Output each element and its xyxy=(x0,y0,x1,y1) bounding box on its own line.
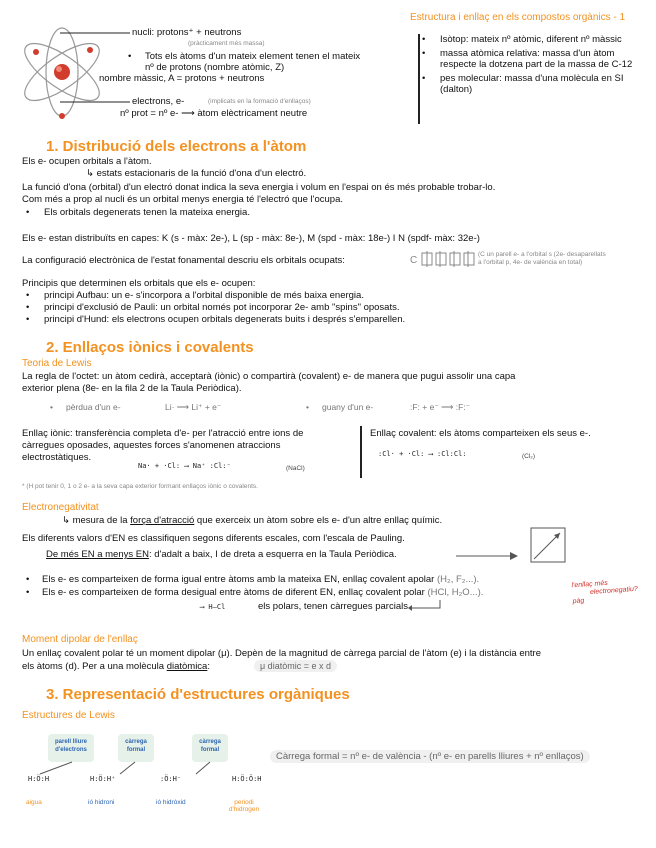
atom-pointer-lines xyxy=(60,28,130,108)
en-line-3-post: : d'adalt a baix, I de dreta a esquerra en la Taula Periòdica. xyxy=(148,549,397,560)
periodic-table-arrow-icon xyxy=(530,527,566,563)
bullet: • xyxy=(26,587,30,598)
z-line-2: nº de protons (nombre atòmic, Z) xyxy=(145,62,285,73)
dipole-line-2-underlined: diatòmica xyxy=(166,661,208,672)
caption-hidroni: ió hidroni xyxy=(88,799,115,806)
lose-electron-eq: Li· ⟶ Li⁺ + e⁻ xyxy=(165,402,222,412)
en-bullet-2-text: Els e- es comparteixen de forma desigual entre àtoms de diferent EN, enllaç covalent polar xyxy=(42,587,425,598)
covalent-line: Enllaç covalent: els àtoms comparteixen els seus e-. xyxy=(370,428,591,439)
s1-bullet-1: Els orbitals degenerats tenen la mateixa energia. xyxy=(44,207,250,218)
en-bullet-1-example: (H₂, F₂...). xyxy=(436,574,480,585)
def-massa-atomica: • massa atòmica relativa: massa d'un àtom respecte la dotzena part de la massa de C-12 xyxy=(440,48,640,71)
s2-octet-1: La regla de l'octet: un àtom cedirà, acceptarà (iònic) o compartirà (covalent) e- de manera que pugui assolir una capa xyxy=(22,371,516,382)
section-2-title: 2. Enllaços iònics i covalents xyxy=(46,339,254,356)
dipole-line-2-pre: els àtoms (d). Per a una molècula xyxy=(22,661,167,672)
en-line-3 xyxy=(46,549,397,561)
hcl-dipole: ⟶ H—Cl xyxy=(200,603,226,611)
mass-line: nombre màssic, A = protons + neutrons xyxy=(99,73,265,84)
orbital-note-1: (C un parell e- a l'orbital s (2e- desaparellats xyxy=(478,251,606,258)
s1-line-1: Els e- ocupen orbitals a l'àtom. xyxy=(22,156,152,167)
bullet: • xyxy=(306,402,309,412)
bullet: • xyxy=(26,574,30,585)
gain-electron-eq: :F: + e⁻ ⟶ :F:⁻ xyxy=(410,402,471,412)
lose-electron: pèrdua d'un e- xyxy=(66,402,121,412)
handwritten-note-1: l'enllaç més xyxy=(571,579,609,590)
en-bullet-2-example: (HCl, H₂O...). xyxy=(427,587,484,598)
handwritten-note xyxy=(571,578,638,607)
en-line-1 xyxy=(62,515,442,527)
handwritten-note-3: pàg xyxy=(572,597,585,606)
hydronium-structure: H:Ö:H⁺ xyxy=(90,775,116,783)
bullet: • xyxy=(26,290,30,301)
s1-line-3: La funció d'ona (orbital) d'un electró donat indica la seva energia i volum en l'espai on és més probable trobar-lo. xyxy=(22,182,496,193)
defs-divider xyxy=(418,34,420,124)
en-bullet-1-text: Els e- es comparteixen de forma igual entre àtoms amb la mateixa EN, enllaç covalent apolar xyxy=(42,574,435,585)
box-carrega-formal-1: càrrega formal xyxy=(118,734,154,762)
dipole-line-2-post: : xyxy=(207,661,210,672)
water-structure: H:Ö:H xyxy=(28,775,50,783)
s2-octet-2: exterior plena (8e- en la fila 2 de la Taula Periòdica). xyxy=(22,383,242,394)
s1-line-4: Com més a prop al nucli és un orbital menys energia té l'electró que l'ocupa. xyxy=(22,194,343,205)
section-1-title: 1. Distribució dels electrons a l'àtom xyxy=(46,138,307,155)
en-line-1-post: que exerceix un àtom sobre els e- d'un altre enllaç químic. xyxy=(194,515,443,526)
ionic-line-1: Enllaç iònic: transferència completa d'e- per l'atracció entre ions de xyxy=(22,428,304,439)
cl2-equation: :Cl· + ·Cl: ⟶ :Cl:Cl: xyxy=(378,450,467,458)
cl2-label: (Cl₂) xyxy=(522,453,535,460)
bullet: • xyxy=(26,314,30,325)
z-line-1: Tots els àtoms d'un mateix element tenen el mateix xyxy=(145,51,361,62)
box-carrega-formal-2: càrrega formal xyxy=(192,734,228,762)
electrons-label: electrons, e- xyxy=(132,96,185,107)
formal-charge-formula: Càrrega formal = nº e- de valència - (nº e- en parells lliures + nº enllaços) xyxy=(270,750,590,763)
neutral-line: nº prot = nº e- ⟶ àtom elèctricament neutre xyxy=(120,108,308,119)
ionic-line-2: càrregues oposades, aquestes forces s'anomenen atraccions xyxy=(22,440,281,451)
bullet: • xyxy=(26,302,30,313)
nucli-note: (pràcticament més massa) xyxy=(188,40,265,47)
caption-periodi: periodi d'hidrogen xyxy=(228,799,260,813)
def-pes-molecular: • pes molecular: massa d'una molècula en SI (dalton) xyxy=(440,73,640,96)
s1-line-7: Principis que determinen els orbitals que els e- ocupen: xyxy=(22,278,256,289)
s1-line-6: La configuració electrònica de l'estat fonamental descriu els orbitals ocupats: xyxy=(22,255,345,266)
arrow-icon xyxy=(456,551,518,561)
en-line-1-pre: ↳ mesura de la xyxy=(62,515,131,526)
principle-hund: principi d'Hund: els electrons ocupen orbitals degenerats buits i després s'emparellen. xyxy=(44,314,406,325)
defs-list xyxy=(440,34,640,96)
ionic-covalent-divider xyxy=(360,426,362,478)
s1-line-2: ↳ estats estacionaris de la funció d'ona d'un electró. xyxy=(86,168,307,179)
bullet: • xyxy=(128,51,132,62)
bullet: • xyxy=(50,402,53,412)
en-bullet-1 xyxy=(42,574,479,586)
nucli-label: nucli: protons⁺ + neutrons xyxy=(132,27,242,38)
en-line-2: Els diferents valors d'EN es classifiquen segons diferents escales, com l'escala de Pauling. xyxy=(22,533,405,544)
page-header: Estructura i enllaç en els compostos orgànics - 1 xyxy=(410,12,626,23)
en-line-1-underlined: força d'atracció xyxy=(130,515,195,526)
dipole-line-2 xyxy=(22,661,210,673)
subtitle-estructures-lewis: Estructures de Lewis xyxy=(22,710,115,721)
box-parell-lliure: parell lliure d'electrons xyxy=(48,734,94,762)
def-isotop: • Isòtop: mateix nº atòmic, diferent nº màssic xyxy=(440,34,640,46)
ionic-line-3: electrostàtiques. xyxy=(22,452,92,463)
dipole-line-1: Un enllaç covalent polar té un moment dipolar (μ). Depèn de la magnitud de càrrega parcial de l'àtom (e) i la distància entre xyxy=(22,648,541,659)
orbital-note-2: a l'orbital p, 4e- de valència en total) xyxy=(478,259,583,266)
en-bullet-2b: els polars, tenen càrregues parcials xyxy=(258,601,408,612)
subtitle-lewis: Teoria de Lewis xyxy=(22,358,92,369)
return-arrow-icon xyxy=(408,598,444,612)
section-3-title: 3. Representació d'estructures orgàniques xyxy=(46,686,350,703)
s1-line-5: Els e- estan distribuïts en capes: K (s - màx: 2e-), L (sp - màx: 8e-), M (spd - màx: 18e-) I N (spdf- màx: 32e-) xyxy=(22,233,480,244)
caption-hidroxid: ió hidròxid xyxy=(156,799,186,806)
subtitle-electronegativitat: Electronegativitat xyxy=(22,502,99,513)
orbital-diagram xyxy=(410,250,476,268)
hydrogen-peroxide-structure: H:Ö:Ö:H xyxy=(232,775,262,783)
gain-electron: guany d'un e- xyxy=(322,402,374,412)
principle-aufbau: principi Aufbau: un e- s'incorpora a l'orbital disponible de més baixa energia. xyxy=(44,290,364,301)
bullet: • xyxy=(26,207,30,218)
subtitle-moment-dipolar: Moment dipolar de l'enllaç xyxy=(22,634,138,645)
hydrogen-note: * (H pot tenir 0, 1 o 2 e- a la seva capa exterior formant enllaços iònic o covalents. xyxy=(22,483,258,490)
svg-text:C: C xyxy=(410,255,418,266)
principle-pauli: principi d'exclusió de Pauli: un orbital només pot incorporar 2e- amb "spins" oposats. xyxy=(44,302,400,313)
handwritten-note-2: electronegatiu? xyxy=(589,585,639,597)
nacl-equation: Na· + ·Cl: ⟶ Na⁺ :Cl:⁻ xyxy=(138,462,231,470)
en-line-3-underlined: De més EN a menys EN xyxy=(46,549,149,560)
electrons-note: (implicats en la formació d'enllaços) xyxy=(208,98,311,105)
caption-aigua: aigua xyxy=(26,799,42,806)
nacl-label: (NaCl) xyxy=(286,465,305,472)
hydroxide-structure: :Ö:H⁻ xyxy=(160,775,182,783)
dipole-formula: μ diatòmic = e x d xyxy=(254,660,337,672)
